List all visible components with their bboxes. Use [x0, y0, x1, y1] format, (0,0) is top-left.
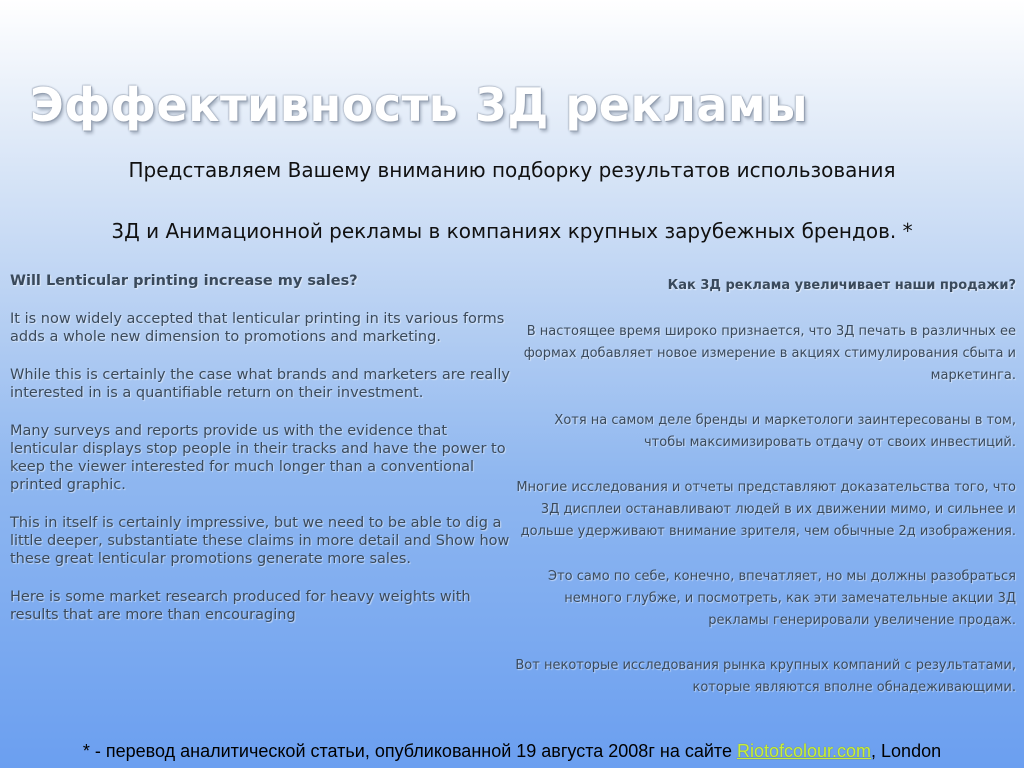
english-paragraph: Many surveys and reports provide us with the evidence that lenticular displays stop people in their tracks and have the power to keep the viewer interested for much longer than a conventional printed graphic. — [10, 423, 506, 493]
russian-column — [512, 272, 1016, 722]
russian-paragraph: Хотя на самом деле бренды и маркетологи заинтересованы в том, чтобы максимизировать отдачу от своих инвестиций. — [554, 413, 1016, 450]
russian-paragraph: В настоящее время широко признается, что 3Д печать в различных ее формах добавляет новое измерение в акциях стимулирования сбыта и маркетинга. — [523, 324, 1016, 383]
english-paragraph: While this is certainly the case what brands and marketers are really interested in is a quantifiable return on their investment. — [10, 367, 510, 401]
english-column — [10, 272, 510, 644]
slide-subtitle-line-1: Представляем Вашему вниманию подборку результатов использования — [128, 158, 896, 182]
footnote-prefix: * - перевод аналитической статьи, опубликованной 19 августа 2008г на сайте — [82, 741, 737, 761]
russian-paragraph: Многие исследования и отчеты представляют доказательства того, что 3Д дисплеи останавливают людей в их движении мимо, и сильнее и дольше удерживают внимание зрителя, чем обычные 2д изображения. — [516, 480, 1016, 539]
source-link[interactable]: Riotofcolour.com — [736, 741, 872, 761]
english-heading: Will Lenticular printing increase my sales? — [10, 273, 358, 289]
footnote — [0, 740, 1024, 762]
slide-subtitle-line-2: 3Д и Анимационной рекламы в компаниях крупных зарубежных брендов. * — [111, 219, 913, 243]
english-paragraph: It is now widely accepted that lenticular printing in its various forms adds a whole new dimension to promotions and marketing. — [10, 311, 505, 345]
russian-paragraph: Это само по себе, конечно, впечатляет, но мы должны разобраться немного глубже, и посмотреть, как эти замечательные акции 3Д рекламы генерировали увеличение продаж. — [548, 569, 1016, 628]
footnote-suffix: , London — [871, 741, 942, 761]
slide-title: Эффективность 3Д рекламы — [30, 78, 809, 132]
english-paragraph: Here is some market research produced for heavy weights with results that are more than encouraging — [10, 589, 471, 623]
russian-heading: Как 3Д реклама увеличивает наши продажи? — [667, 278, 1016, 293]
russian-paragraph: Вот некоторые исследования рынка крупных компаний с результатами, которые являются вполне обнадеживающими. — [515, 658, 1016, 695]
english-paragraph: This in itself is certainly impressive, but we need to be able to dig a little deeper, substantiate these claims in more detail and Show how these great lenticular promotions generate more sales. — [10, 515, 510, 567]
